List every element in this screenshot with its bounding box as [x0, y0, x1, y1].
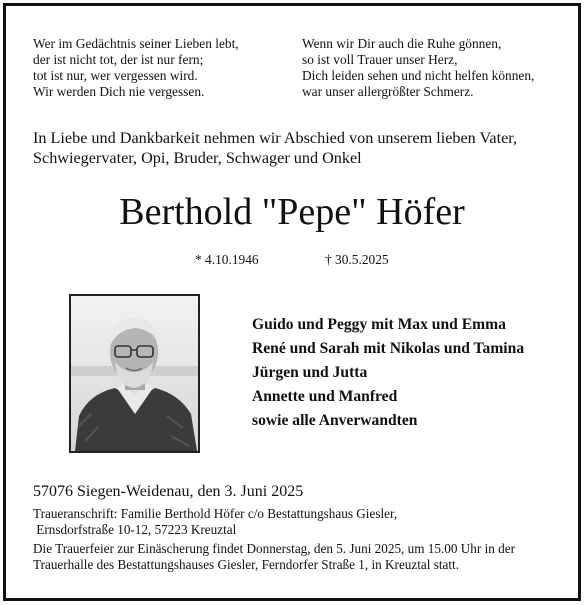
verse-line: Wer im Gedächtnis seiner Lieben lebt, [33, 36, 239, 51]
verse-line: so ist voll Trauer unser Herz, [302, 52, 458, 67]
ceremony-line: Trauerhalle des Bestattungshauses Giesler, Ferndorfer Straße 1, in Kreuztal statt. [33, 557, 459, 572]
death-date: † 30.5.2025 [325, 252, 389, 267]
mourning-address [33, 506, 397, 538]
intro-text [33, 128, 517, 168]
deceased-name: Berthold "Pepe" Höfer [119, 191, 465, 233]
portrait-photo [69, 294, 200, 453]
mourner-line: Jürgen und Jutta [252, 364, 368, 381]
place-and-date: 57076 Siegen-Weidenau, den 3. Juni 2025 [33, 483, 304, 500]
verse-line: Wir werden Dich nie vergessen. [33, 84, 205, 99]
address-line: Traueranschrift: Familie Berthold Höfer c/o Bestattungshaus Giesler, [33, 506, 398, 521]
mourners-list [252, 313, 524, 433]
verse-line: Wenn wir Dir auch die Ruhe gönnen, [302, 36, 502, 51]
verse-line: Dich leiden sehen und nicht helfen können, [302, 68, 535, 83]
verse-line: tot ist nur, wer vergessen wird. [33, 68, 198, 83]
mourner-line: René und Sarah mit Nikolas und Tamina [252, 340, 525, 357]
address-line: Ernsdorfstraße 10-12, 57223 Kreuztal [33, 522, 237, 537]
verse-right [302, 36, 534, 100]
verse-left [33, 36, 239, 100]
ceremony-line: Die Trauerfeier zur Einäscherung findet Donnerstag, den 5. Juni 2025, um 15.00 Uhr in der [33, 541, 515, 556]
birth-date: * 4.10.1946 [195, 252, 259, 267]
intro-line: In Liebe und Dankbarkeit nehmen wir Abschied von unserem lieben Vater, [33, 129, 518, 147]
verse-line: der ist nicht tot, der ist nur fern; [33, 52, 204, 67]
intro-line: Schwiegervater, Opi, Bruder, Schwager und Onkel [33, 149, 362, 167]
verse-line: war unser allergrößter Schmerz. [302, 84, 474, 99]
mourner-line: Annette und Manfred [252, 388, 398, 405]
portrait-image [71, 296, 198, 451]
ceremony-info [33, 541, 515, 573]
mourner-line: Guido und Peggy mit Max und Emma [252, 316, 506, 333]
mourner-line: sowie alle Anverwandten [252, 412, 418, 429]
